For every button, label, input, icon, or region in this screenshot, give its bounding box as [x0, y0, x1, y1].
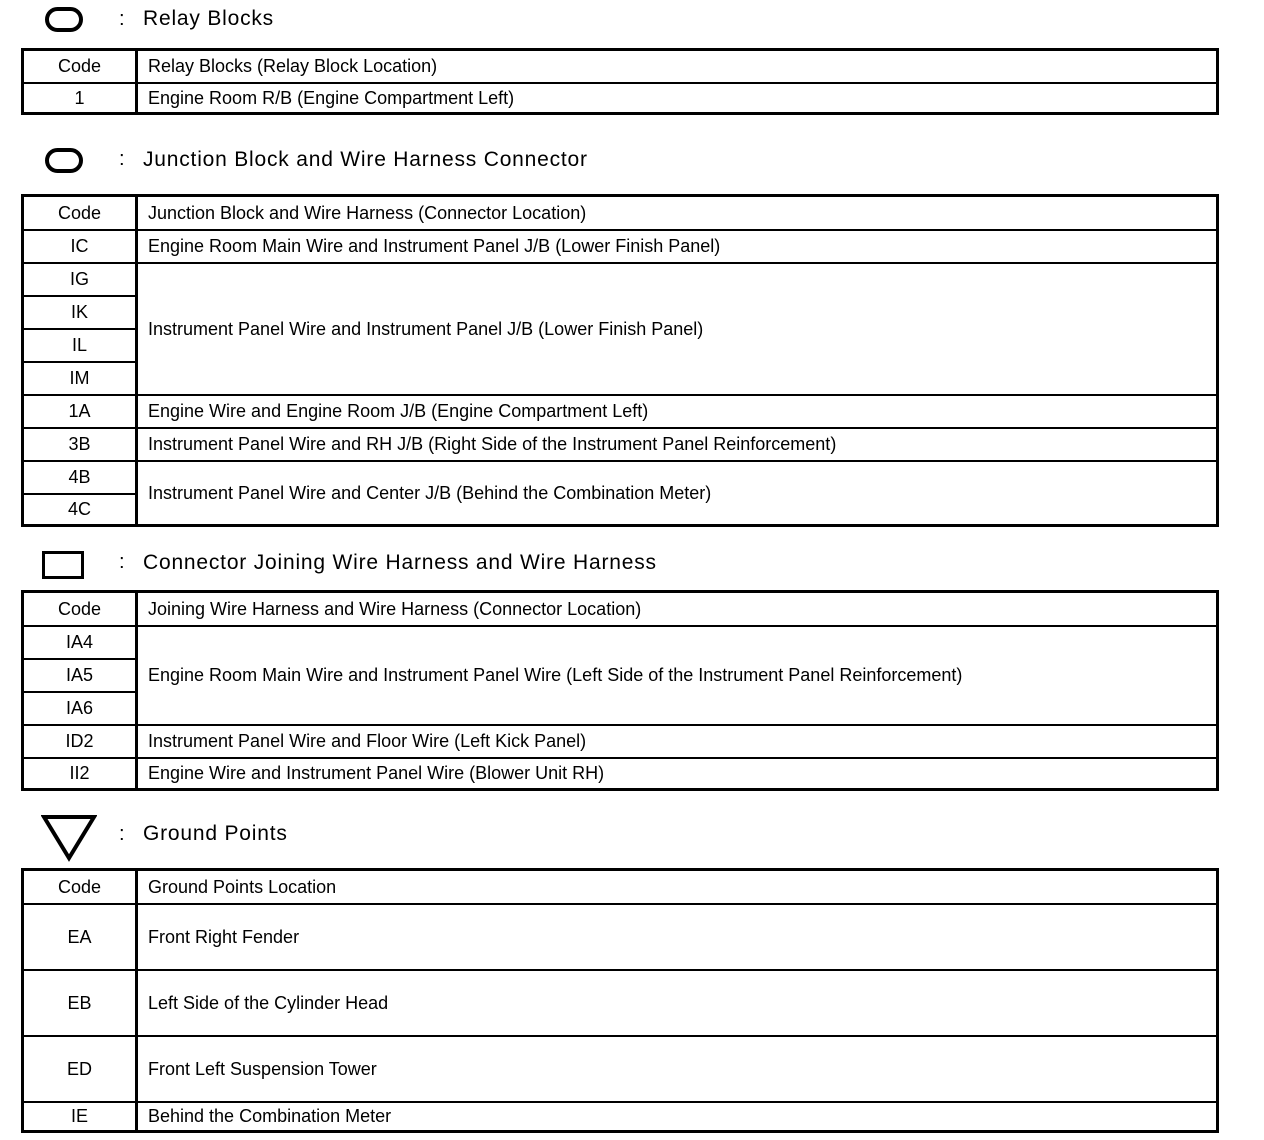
section-title: Ground Points: [143, 822, 288, 845]
heading-colon: :: [119, 8, 125, 30]
code-cell: 1: [23, 83, 137, 114]
table-row: [23, 83, 1218, 114]
ground-point-triangle-icon: [41, 814, 97, 862]
location-header: Ground Points Location: [137, 870, 1218, 904]
code-cell: 1A: [23, 395, 137, 428]
connector-symbol-icon: [42, 551, 84, 579]
table-row: [23, 904, 1218, 970]
location-cell: Engine Wire and Instrument Panel Wire (Blower Unit RH): [137, 758, 1218, 790]
code-cell: IM: [23, 362, 137, 395]
location-header: Junction Block and Wire Harness (Connector Location): [137, 196, 1218, 230]
code-cell: IA6: [23, 692, 137, 725]
table-row: [23, 970, 1218, 1036]
table-row: [23, 461, 1218, 494]
table-header-row: [23, 870, 1218, 904]
code-cell: IK: [23, 296, 137, 329]
code-cell: IL: [23, 329, 137, 362]
code-cell: 4C: [23, 494, 137, 526]
code-cell: ID2: [23, 725, 137, 758]
code-cell: 4B: [23, 461, 137, 494]
code-header: Code: [23, 196, 137, 230]
table-row: [23, 725, 1218, 758]
code-cell: EB: [23, 970, 137, 1036]
table-row: [23, 230, 1218, 263]
section-title: Junction Block and Wire Harness Connector: [143, 148, 588, 171]
code-cell: IC: [23, 230, 137, 263]
code-header: Code: [23, 870, 137, 904]
table-row: [23, 758, 1218, 790]
section-title: Relay Blocks: [143, 7, 274, 30]
location-cell: Left Side of the Cylinder Head: [137, 970, 1218, 1036]
heading-colon: :: [119, 551, 125, 573]
code-cell: 3B: [23, 428, 137, 461]
code-cell: EA: [23, 904, 137, 970]
location-header: Relay Blocks (Relay Block Location): [137, 50, 1218, 83]
location-cell: Instrument Panel Wire and RH J/B (Right Side of the Instrument Panel Reinforcement): [137, 428, 1218, 461]
location-cell: Engine Room Main Wire and Instrument Panel J/B (Lower Finish Panel): [137, 230, 1218, 263]
table-header-row: [23, 592, 1218, 626]
heading-colon: :: [119, 823, 125, 845]
relay-blocks-table: [21, 48, 1219, 115]
code-cell: ED: [23, 1036, 137, 1102]
code-cell: II2: [23, 758, 137, 790]
relay-block-symbol-icon: [45, 7, 83, 32]
ground-points-table: [21, 868, 1219, 1133]
code-cell: IE: [23, 1102, 137, 1132]
code-cell: IA5: [23, 659, 137, 692]
connector-joining-table: [21, 590, 1219, 791]
code-header: Code: [23, 592, 137, 626]
location-cell: Engine Wire and Engine Room J/B (Engine Compartment Left): [137, 395, 1218, 428]
junction-block-table: [21, 194, 1219, 527]
section-title: Connector Joining Wire Harness and Wire Harness: [143, 551, 657, 574]
code-header: Code: [23, 50, 137, 83]
location-cell: Front Left Suspension Tower: [137, 1036, 1218, 1102]
table-row: [23, 1036, 1218, 1102]
location-cell: Engine Room R/B (Engine Compartment Left): [137, 83, 1218, 114]
location-cell: Front Right Fender: [137, 904, 1218, 970]
location-cell: Instrument Panel Wire and Center J/B (Behind the Combination Meter): [137, 461, 1218, 526]
code-cell: IG: [23, 263, 137, 296]
table-header-row: [23, 196, 1218, 230]
table-row: [23, 395, 1218, 428]
table-row: [23, 428, 1218, 461]
location-cell: Instrument Panel Wire and Floor Wire (Left Kick Panel): [137, 725, 1218, 758]
location-cell: Behind the Combination Meter: [137, 1102, 1218, 1132]
table-row: [23, 626, 1218, 659]
code-cell: IA4: [23, 626, 137, 659]
location-cell: Instrument Panel Wire and Instrument Panel J/B (Lower Finish Panel): [137, 263, 1218, 395]
table-header-row: [23, 50, 1218, 83]
heading-colon: :: [119, 148, 125, 170]
table-row: [23, 1102, 1218, 1132]
location-header: Joining Wire Harness and Wire Harness (Connector Location): [137, 592, 1218, 626]
location-cell: Engine Room Main Wire and Instrument Panel Wire (Left Side of the Instrument Panel Reinforcement): [137, 626, 1218, 725]
table-row: [23, 263, 1218, 296]
junction-block-symbol-icon: [45, 148, 83, 173]
